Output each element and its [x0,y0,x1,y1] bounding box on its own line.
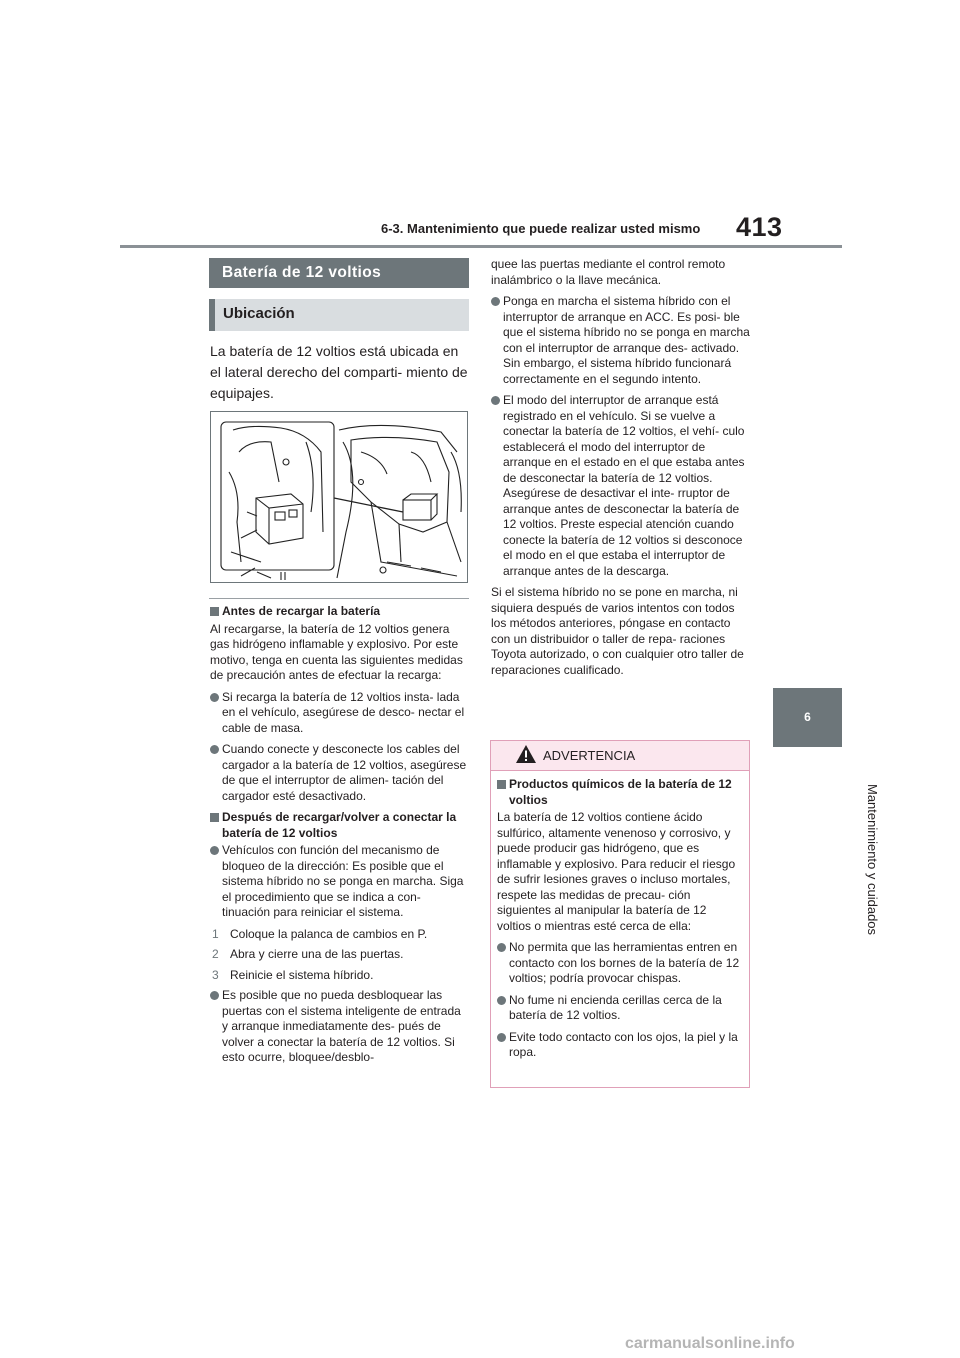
step-item [210,947,468,963]
intro-text: La batería de 12 voltios está ubicada en el lateral derecho del comparti- miento de equipajes. [210,343,468,401]
list-item: Si recarga la batería de 12 voltios insta- lada en el vehículo, asegúrese de desco- nectar el cable de masa. [210,690,468,737]
list-item: No permita que las herramientas entren en contacto con los bornes de la batería de 12 voltios; podría provocar chispas. [497,940,743,987]
section-header: 6-3. Mantenimiento que puede realizar usted mismo [381,221,701,236]
list-item: Ponga en marcha el sistema híbrido con el interruptor de arranque en ACC. Es posi- ble que el sistema híbrido no se ponga en marcha con el interruptor de arranque des- activado. Sin embargo, el sistema híbrido funcionará correctamente en el segundo intento. [491,294,751,387]
list-item: Vehículos con función del mecanismo de bloqueo de la dirección: Es posible que el sistema híbrido no se ponga en marcha. Siga el procedimiento que se indica a con- tinuación para reiniciar el sistema. [210,843,468,921]
continued-text: quee las puertas mediante el control remoto inalámbrico o la llave mecánica. [491,257,726,287]
watermark: carmanualsonline.info [625,1335,795,1352]
chapter-tab[interactable]: 6 [773,688,842,747]
warning-text: La batería de 12 voltios contiene ácido sulfúrico, altamente venenoso y corrosivo, y puede producir gas hidrógeno, que es inflamable y explosivo. Para reducir el riesgo de sufrir lesiones graves o incluso mortales, respete las medidas de precau- ción siguientes al manipular la batería de 12 voltios o mientras esté cerca de ella: [497,810,736,933]
trunk-drawing [211,412,467,582]
step-number: 1 [212,926,219,941]
list-item: Evite todo contacto con los ojos, la piel y la ropa. [497,1030,743,1061]
page-number: 413 [736,212,783,242]
section-title: Batería de 12 voltios [209,258,469,288]
warning-triangle-icon [515,744,537,764]
chapter-title: Mantenimiento y cuidados [865,784,880,936]
right-column [491,257,751,684]
step-number: 3 [212,967,219,982]
before-charging-text: Al recargarse, la batería de 12 voltios genera gas hidrógeno inflamable y explosivo. Por este motivo, tenga en cuenta las siguientes medidas de precaución antes de efectuar la recarga: [210,621,463,682]
step-item [210,968,468,984]
left-column [210,604,468,1072]
after-charging-heading: Después de recargar/volver a conectar la batería de 12 voltios [210,810,468,841]
step-item [210,927,468,943]
list-item: Cuando conecte y desconecte los cables del cargador a la batería de 12 voltios, asegúrese de que el interruptor de alimen- tación del cargador esté desactivado. [210,742,468,804]
step-text: Coloque la palanca de cambios en P. [230,926,428,941]
warning-header [491,741,749,771]
warning-box [490,740,750,1088]
subsection-title: Ubicación [209,299,469,331]
step-number: 2 [212,947,219,961]
before-charging-heading: Antes de recargar la batería [210,604,468,620]
step-text: Reinicie el sistema híbrido. [230,967,374,982]
warning-heading: Productos químicos de la batería de 12 voltios [497,777,743,808]
header-rule [120,245,842,248]
warning-title: ADVERTENCIA [543,748,636,763]
step-text: Abra y cierre una de las puertas. [230,947,404,961]
warning-body [491,771,749,1061]
list-item: El modo del interruptor de arranque está registrado en el vehículo. Si se vuelve a conectar la batería de 12 voltios, el vehí- culo establecerá el modo del interruptor de arranque en el estado en el que estaba antes de desconectar la batería de 12 voltios. Asegúrese de desactivar el inte- rruptor de arranque antes de desconectar la batería de 12 voltios. Preste especial atención cuando conecte la batería de 12 voltios si desconoce el modo en el que estaba el interruptor de arranque antes de la descarga. [491,393,751,579]
no-start-text: Si el sistema híbrido no se pone en marcha, ni siquiera después de varios intentos con todos los métodos anteriores, póngase en contacto con un distribuidor o taller de repa- raciones Toyota autorizado, o con cualquier otro taller de reparaciones cualificado. [491,585,744,677]
figure-divider [209,598,469,599]
list-item: Es posible que no pueda desbloquear las puertas con el sistema inteligente de entrada y arranque inmediatamente des- pués de volver a conectar la batería de 12 voltios. Si esto ocurre, bloquee/desblo- [210,988,468,1066]
battery-location-illustration [210,411,468,583]
list-item: No fume ni encienda cerillas cerca de la batería de 12 voltios. [497,993,743,1024]
